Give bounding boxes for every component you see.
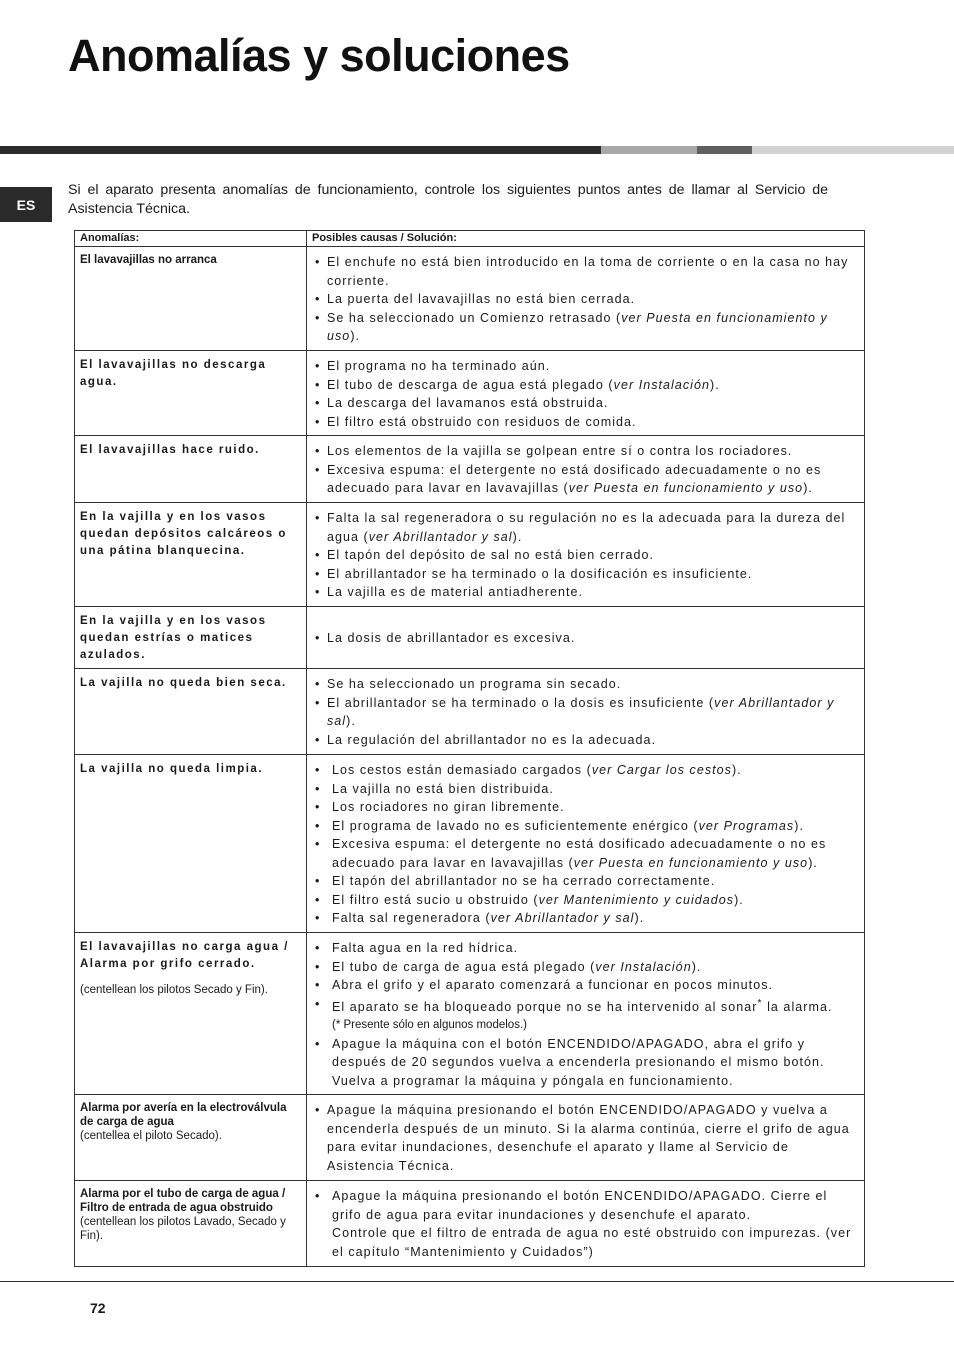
solution-item: • La descarga del lavamanos está obstruida. <box>312 394 859 413</box>
solution-item: • Excesiva espuma: el detergente no está dosificado adecuadamente o no es adecuado para lavar en lavavajillas (ver Puesta en funcionamiento y uso). <box>312 835 859 872</box>
solution-cell <box>307 436 865 503</box>
solution-cell <box>307 669 865 755</box>
solution-item: • Abra el grifo y el aparato comenzará a funcionar en pocos minutos. <box>312 976 859 995</box>
solution-item: • El programa de lavado no es suficientemente enérgico (ver Programas). <box>312 817 859 836</box>
solution-item: • La dosis de abrillantador es excesiva. <box>312 629 859 648</box>
solution-item: • Excesiva espuma: el detergente no está dosificado adecuadamente o no es adecuado para lavar en lavavajillas (ver Puesta en funcionamiento y uso). <box>312 461 859 498</box>
troubleshooting-table <box>74 230 865 1267</box>
solution-item: • Se ha seleccionado un Comienzo retrasado (ver Puesta en funcionamiento y uso). <box>312 309 859 346</box>
header-band-pale <box>752 146 954 154</box>
problem-title: Alarma por el tubo de carga de agua / Filtro de entrada de agua obstruido <box>80 1188 286 1215</box>
solution-item: • El programa no ha terminado aún. <box>312 357 859 376</box>
problem-cell <box>75 1095 307 1181</box>
problem-cell <box>75 1181 307 1267</box>
problem-title: El lavavajillas no arranca <box>80 254 217 266</box>
solution-item: • El tapón del depósito de sal no está bien cerrado. <box>312 546 859 565</box>
solution-item: • Se ha seleccionado un programa sin secado. <box>312 675 859 694</box>
solution-item: • El tapón del abrillantador no se ha cerrado correctamente. <box>312 872 859 891</box>
table-header-row <box>75 231 865 247</box>
page-title: Anomalías y soluciones <box>68 30 570 81</box>
problem-title: En la vajilla y en los vasos quedan estrías o matices azulados. <box>80 615 267 661</box>
header-band-light <box>601 146 697 154</box>
solution-cell <box>307 607 865 669</box>
solution-item: • Los elementos de la vajilla se golpean entre sí o contra los rociadores. <box>312 442 859 461</box>
solution-item: • El filtro está obstruido con residuos de comida. <box>312 413 859 432</box>
table-row <box>75 755 865 933</box>
solution-item: • El abrillantador se ha terminado o la dosis es insuficiente (ver Abrillantador y sal). <box>312 694 859 731</box>
solution-item: • El aparato se ha bloqueado porque no se ha intervenido al sonar* la alarma. <box>312 995 859 1017</box>
solution-item: • El tubo de descarga de agua está plegado (ver Instalación). <box>312 376 859 395</box>
problem-cell <box>75 436 307 503</box>
footer-rule <box>0 1281 954 1282</box>
problem-title: El lavavajillas no carga agua / Alarma por grifo cerrado. <box>80 941 289 970</box>
problem-cell <box>75 247 307 351</box>
problem-cell <box>75 607 307 669</box>
table-row <box>75 1095 865 1181</box>
solution-item: • Apague la máquina presionando el botón ENCENDIDO/APAGADO y vuelva a encenderla después de un minuto. Si la alarma continúa, cierre el grifo de agua para evitar inundaciones, desenchufe el aparato y llame al Servicio de Asistencia Técnica. <box>312 1101 859 1175</box>
table-row <box>75 436 865 503</box>
solution-cell <box>307 933 865 1095</box>
problem-subtitle: (centellean los pilotos Lavado, Secado y Fin). <box>80 1216 286 1243</box>
solution-item: • Falta la sal regeneradora o su regulación no es la adecuada para la dureza del agua (ver Abrillantador y sal). <box>312 509 859 546</box>
solution-item: • La vajilla no está bien distribuida. <box>312 780 859 799</box>
language-tab: ES <box>0 187 52 222</box>
solution-item: • La puerta del lavavajillas no está bien cerrada. <box>312 290 859 309</box>
header-band-mid <box>697 146 752 154</box>
header-band-dark <box>0 146 601 154</box>
problem-cell <box>75 933 307 1095</box>
table-row <box>75 503 865 607</box>
solution-cell <box>307 1181 865 1267</box>
solution-cell <box>307 247 865 351</box>
solution-item: • La regulación del abrillantador no es la adecuada. <box>312 731 859 750</box>
table-row <box>75 933 865 1095</box>
table-row <box>75 351 865 436</box>
table-row <box>75 1181 865 1267</box>
solution-item: • El filtro está sucio u obstruido (ver Mantenimiento y cuidados). <box>312 891 859 910</box>
solution-item: • El abrillantador se ha terminado o la dosificación es insuficiente. <box>312 565 859 584</box>
solution-item: • Falta sal regeneradora (ver Abrillantador y sal). <box>312 909 859 928</box>
problem-title: El lavavajillas no descarga agua. <box>80 359 267 388</box>
problem-title: La vajilla no queda limpia. <box>80 763 264 775</box>
solution-item: • Apague la máquina presionando el botón ENCENDIDO/APAGADO. Cierre el grifo de agua para evitar inundaciones y desenchufe el aparato. <box>312 1187 859 1224</box>
solution-note: (* Presente sólo en algunos modelos.) <box>332 1019 527 1032</box>
problem-cell <box>75 351 307 436</box>
solution-cell <box>307 755 865 933</box>
page-number: 72 <box>90 1300 106 1316</box>
solution-item: • El enchufe no está bien introducido en la toma de corriente o en la casa no hay corriente. <box>312 253 859 290</box>
problem-title: La vajilla no queda bien seca. <box>80 677 287 689</box>
problem-cell <box>75 669 307 755</box>
problem-subtitle: (centellea el piloto Secado). <box>80 1130 222 1143</box>
solution-item: • Los rociadores no giran libremente. <box>312 798 859 817</box>
problem-cell <box>75 755 307 933</box>
solution-item: Controle que el filtro de entrada de agua no esté obstruido con impurezas. (ver el capítulo “Mantenimiento y Cuidados”) <box>332 1226 852 1259</box>
table-row <box>75 607 865 669</box>
problem-title: En la vajilla y en los vasos quedan depósitos calcáreos o una pátina blanquecina. <box>80 511 287 557</box>
solution-cell <box>307 1095 865 1181</box>
header-solution: Posibles causas / Solución: <box>307 231 865 247</box>
solution-item: • Los cestos están demasiado cargados (ver Cargar los cestos). <box>312 761 859 780</box>
table-row <box>75 247 865 351</box>
problem-title: El lavavajillas hace ruido. <box>80 444 260 456</box>
header-problem: Anomalías: <box>75 231 307 247</box>
solution-cell <box>307 351 865 436</box>
intro-text: Si el aparato presenta anomalías de funcionamiento, controle los siguientes puntos antes de llamar al Servicio de Asistencia Técnica. <box>68 182 828 217</box>
table-row <box>75 669 865 755</box>
solution-item: • La vajilla es de material antiadherente. <box>312 583 859 602</box>
solution-item: • El tubo de carga de agua está plegado (ver Instalación). <box>312 958 859 977</box>
problem-title: Alarma por avería en la electroválvula de carga de agua <box>80 1102 287 1129</box>
solution-item: • Apague la máquina con el botón ENCENDIDO/APAGADO, abra el grifo y después de 20 segundos vuelva a encenderla presionando el mismo botón. Vuelva a programar la máquina y póngala en funcionamiento. <box>312 1035 859 1091</box>
solution-cell <box>307 503 865 607</box>
problem-cell <box>75 503 307 607</box>
problem-subtitle: (centellean los pilotos Secado y Fin). <box>80 984 268 996</box>
solution-item: • Falta agua en la red hídrica. <box>312 939 859 958</box>
